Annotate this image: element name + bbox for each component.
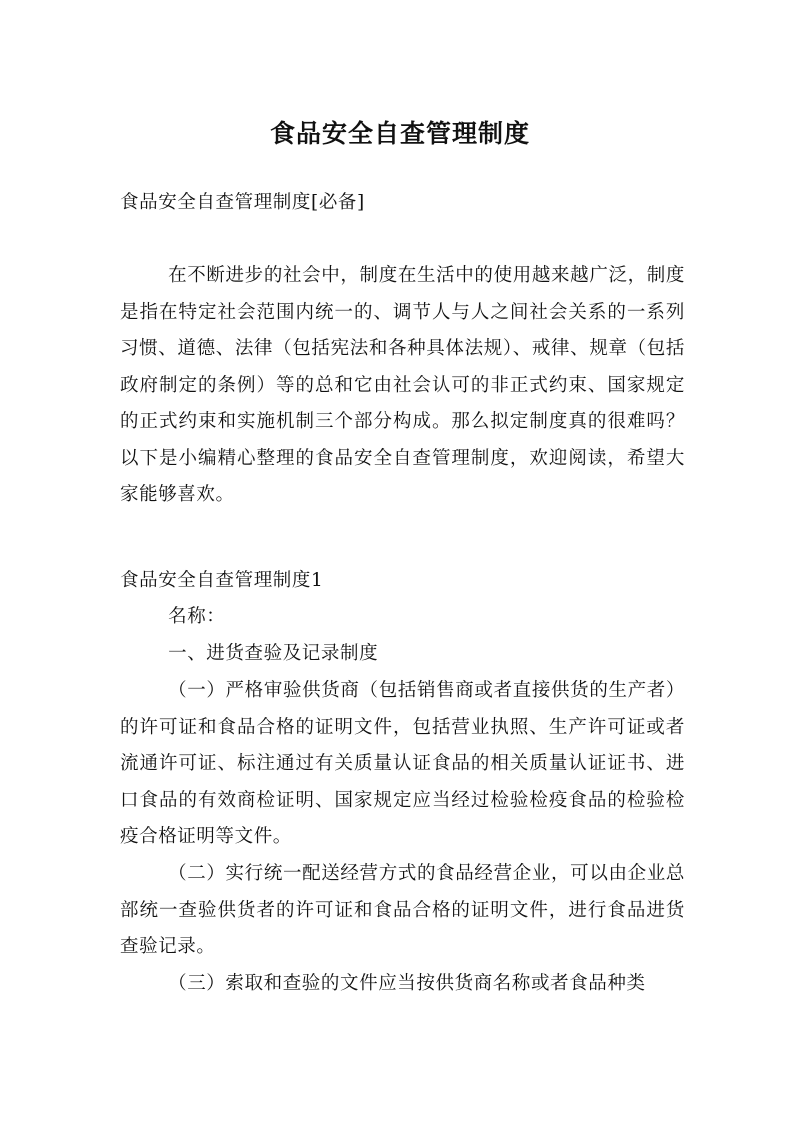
body-paragraph: （二）实行统一配送经营方式的食品经营企业，可以由企业总部统一查验供货者的许可证和食品合格的证明文件，进行食品进货查验记录。: [120, 863, 685, 957]
section-title: 食品安全自查管理制度1: [120, 570, 324, 591]
document-subtitle: 食品安全自查管理制度[必备]: [120, 192, 365, 213]
body-paragraph: （三）索取和查验的文件应当按供货商名称或者食品种类: [168, 973, 646, 994]
document-title: 食品安全自查管理制度: [269, 118, 530, 148]
name-label: 名称：: [168, 606, 226, 627]
intro-paragraph: 在不断进步的社会中，制度在生活中的使用越来越广泛，制度是指在特定社会范围内统一的、调节人与人之间社会关系的一系列习惯、道德、法律（包括宪法和各种具体法规）、戒律、规章（包括政府制定的条例）等的总和它由社会认可的非正式约束、国家规定的正式约束和实施机制三个部分构成。那么拟定制度真的很难吗？以下是小编精心整理的食品安全自查管理制度，欢迎阅读，希望大家能够喜欢。: [120, 265, 685, 505]
body-paragraph: （一）严格审验供货商（包括销售商或者直接供货的生产者）的许可证和食品合格的证明文件，包括营业执照、生产许可证或者流通许可证、标注通过有关质量认证食品的相关质量认证证书、进口食品的有效商检证明、国家规定应当经过检验检疫食品的检验检疫合格证明等文件。: [120, 680, 685, 847]
section-heading: 一、进货查验及记录制度: [168, 643, 379, 664]
